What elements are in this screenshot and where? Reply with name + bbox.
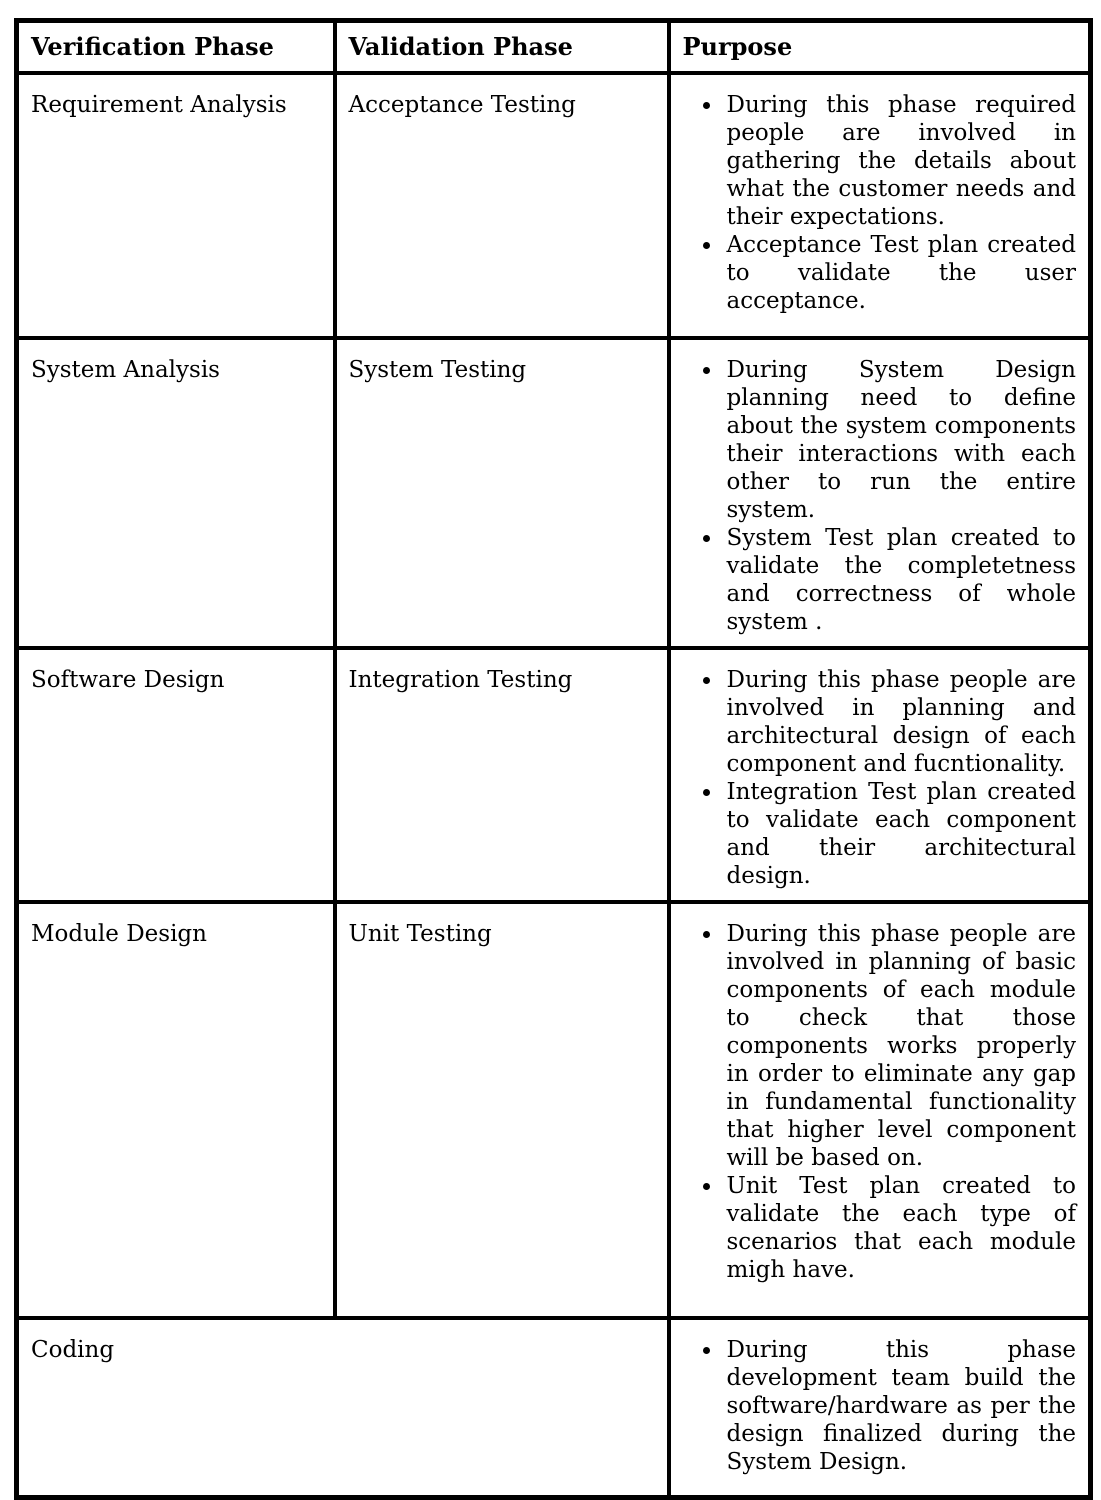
cell-purpose-coding (669, 1318, 1091, 1498)
purpose-bullet: • During this phase required people are involved in gathering the details about what the customer needs and their expectations. (723, 91, 1077, 231)
purpose-bullet-list (677, 666, 1077, 890)
cell-verification-module-design: Module Design (17, 902, 335, 1318)
purpose-bullet: • During this phase people are involved in planning of basic components of each module to check that those components works properly in order to eliminate any gap in fundamental functionality that higher level component will be based on. (723, 920, 1077, 1172)
cell-verification-requirement-analysis: Requirement Analysis (17, 73, 335, 338)
cell-verification-coding: Coding (17, 1318, 669, 1498)
purpose-bullet: • During System Design planning need to define about the system components their interactions with each other to run the entire system. (723, 356, 1077, 524)
purpose-bullet: • During this phase people are involved in planning and architectural design of each component and fucntionality. (723, 666, 1077, 778)
table-row-coding (17, 1318, 1091, 1498)
cell-validation-integration-testing: Integration Testing (335, 648, 669, 902)
column-header-validation-phase: Validation Phase (335, 21, 669, 73)
verification-validation-table (14, 18, 1093, 1500)
cell-verification-system-analysis: System Analysis (17, 338, 335, 648)
table-row-module-design (17, 902, 1091, 1318)
cell-purpose-requirement-analysis (669, 73, 1091, 338)
header-row (17, 21, 1091, 73)
column-header-purpose: Purpose (669, 21, 1091, 73)
purpose-bullet: • During this phase development team build the software/hardware as per the design finalized during the System Design. (723, 1336, 1077, 1476)
cell-validation-acceptance-testing: Acceptance Testing (335, 73, 669, 338)
purpose-bullet: • Acceptance Test plan created to validate the user acceptance. (723, 231, 1077, 315)
purpose-bullet-list (677, 920, 1077, 1284)
purpose-bullet: • System Test plan created to validate the completetness and correctness of whole system . (723, 524, 1077, 636)
cell-validation-system-testing: System Testing (335, 338, 669, 648)
cell-verification-software-design: Software Design (17, 648, 335, 902)
table-row-software-design (17, 648, 1091, 902)
table-row-requirement-analysis (17, 73, 1091, 338)
purpose-bullet-list (677, 91, 1077, 315)
purpose-bullet: • Unit Test plan created to validate the each type of scenarios that each module migh have. (723, 1172, 1077, 1284)
purpose-bullet: • Integration Test plan created to validate each component and their architectural design. (723, 778, 1077, 890)
cell-purpose-software-design (669, 648, 1091, 902)
cell-purpose-module-design (669, 902, 1091, 1318)
cell-purpose-system-analysis (669, 338, 1091, 648)
cell-validation-unit-testing: Unit Testing (335, 902, 669, 1318)
purpose-bullet-list (677, 1336, 1077, 1476)
purpose-bullet-list (677, 356, 1077, 636)
table-row-system-analysis (17, 338, 1091, 648)
column-header-verification-phase: Verification Phase (17, 21, 335, 73)
